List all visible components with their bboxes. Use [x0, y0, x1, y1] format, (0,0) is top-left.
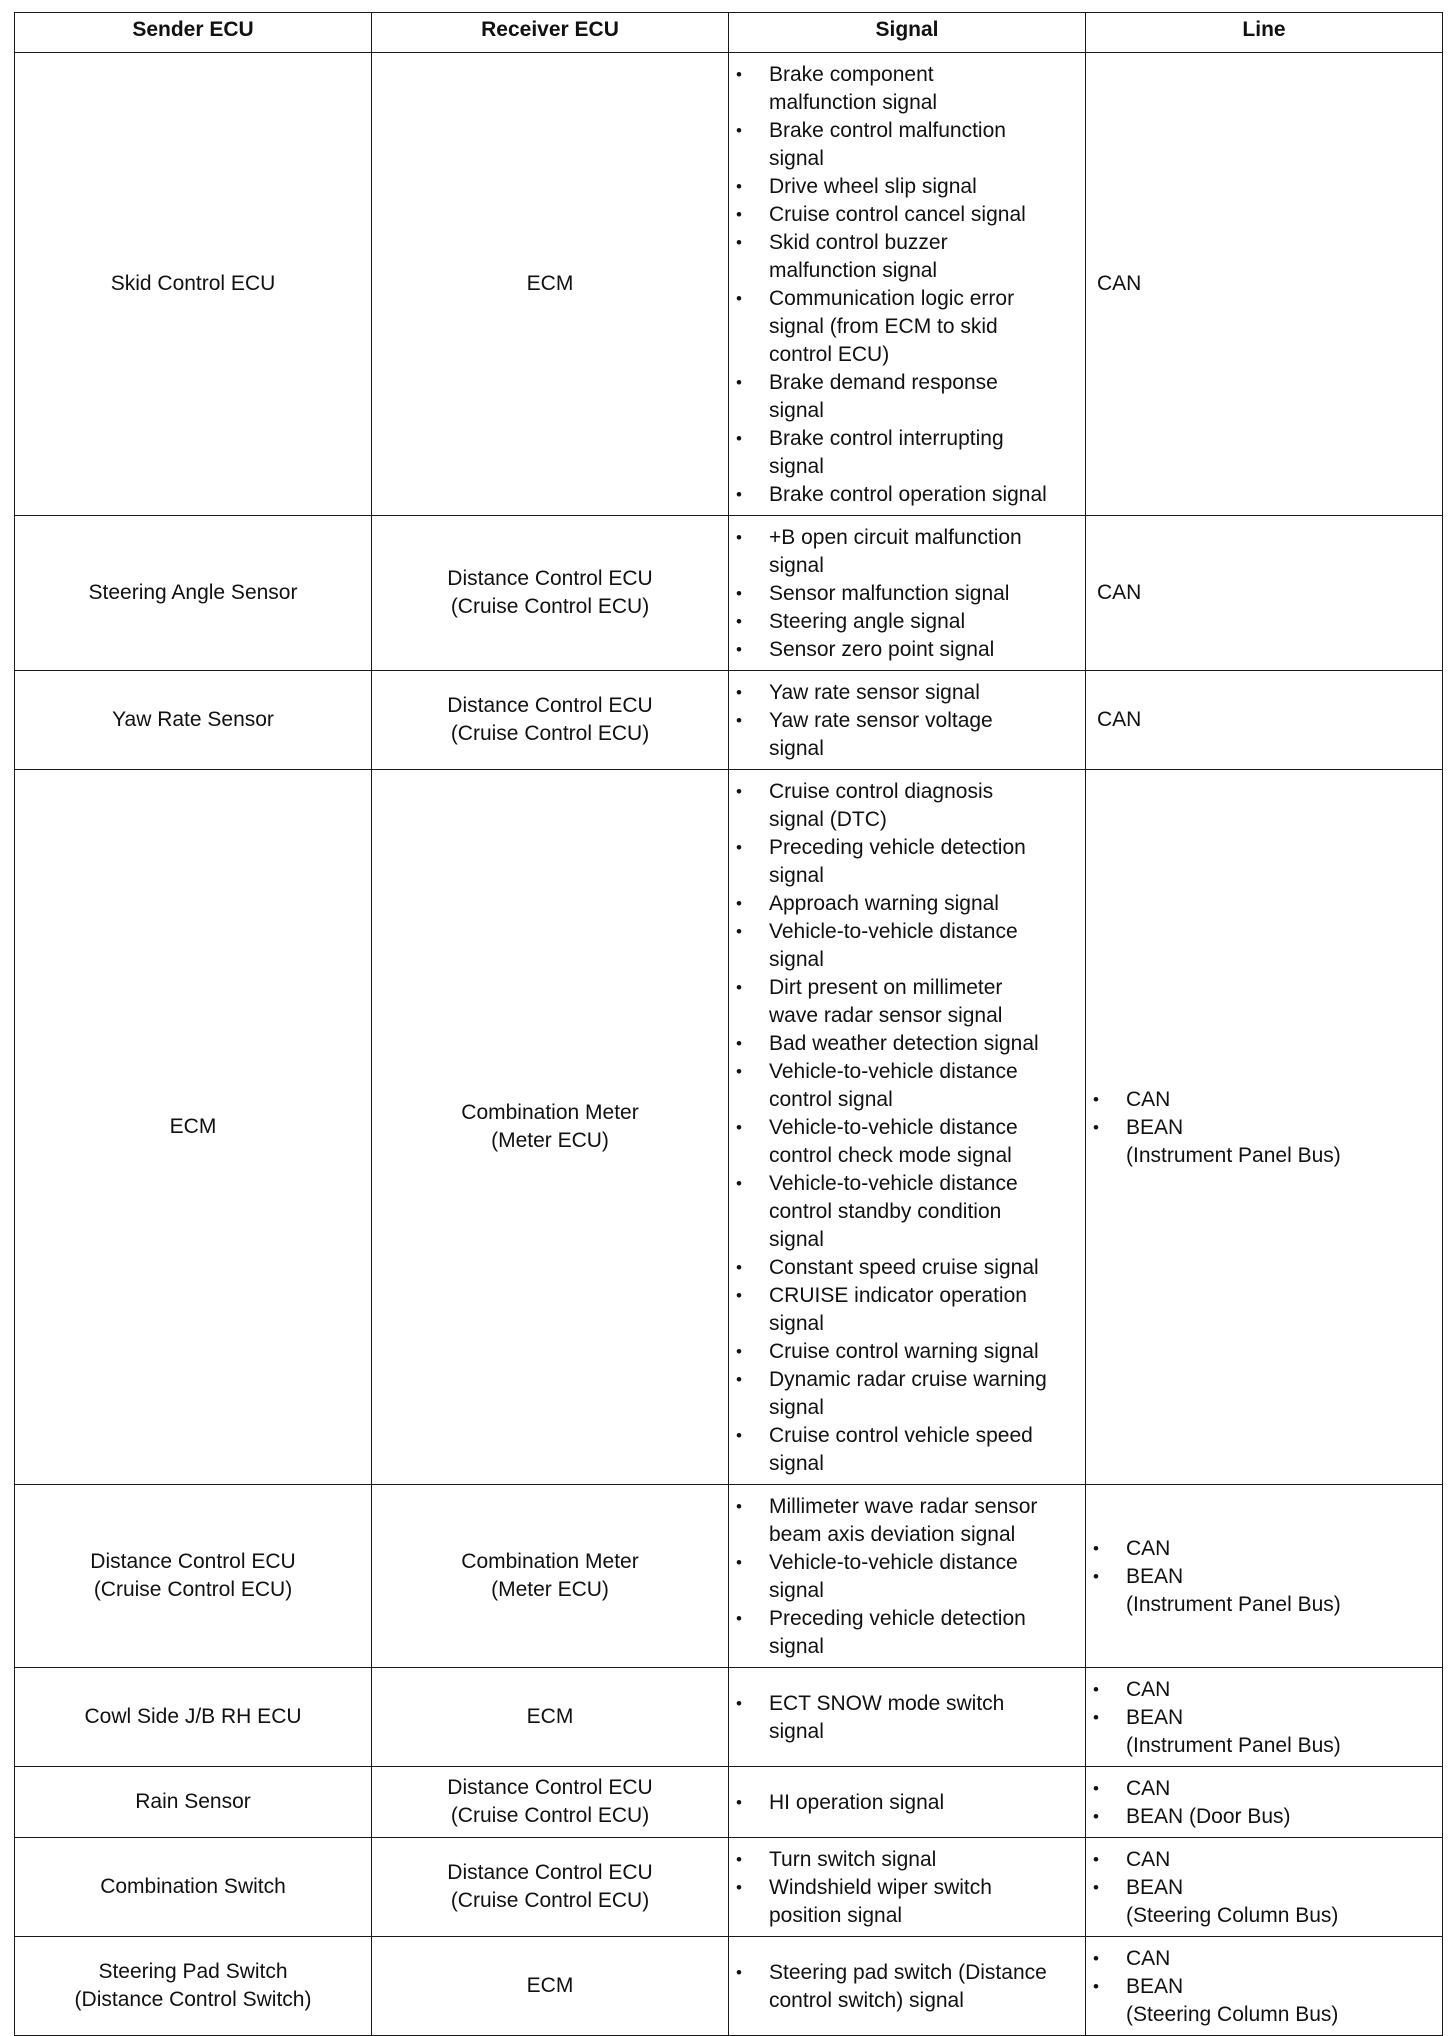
signal-text: signal [769, 1579, 824, 1602]
signal-text: beam axis deviation signal [769, 1523, 1016, 1546]
signal-text: • Brake component [769, 63, 934, 86]
line-text: (Steering Column Bus) [1126, 2003, 1339, 2026]
signal-text: • Brake control malfunction [769, 119, 1006, 142]
signal-item [769, 707, 1079, 763]
signal-item [769, 1114, 1079, 1170]
signal-text: malfunction signal [769, 91, 938, 114]
line-list [1086, 1937, 1442, 2035]
line-cell [1086, 1838, 1443, 1937]
line-item [1126, 1803, 1436, 1831]
signal-text: control ECU) [769, 343, 890, 366]
signal-text: • Yaw rate sensor signal [769, 681, 980, 704]
signal-item [769, 524, 1079, 580]
line-text: (Instrument Panel Bus) [1126, 1734, 1341, 1757]
signal-text: signal [769, 1396, 824, 1419]
header-line: Line [1086, 13, 1443, 48]
sender-ecu-cell [15, 770, 372, 1485]
sender-ecu-cell [15, 1767, 372, 1838]
signal-text: signal (DTC) [769, 808, 887, 831]
line-cell [1086, 671, 1443, 770]
receiver-ecu-cell [372, 1838, 729, 1937]
signal-item [769, 201, 1079, 229]
signal-text: control standby condition [769, 1200, 1002, 1223]
signal-item [769, 285, 1079, 369]
line-text: • CAN [1126, 1848, 1171, 1871]
table-row [15, 1937, 1443, 2036]
signal-text: signal [769, 737, 824, 760]
signal-item [769, 1254, 1079, 1282]
signal-item [769, 679, 1079, 707]
line-text: (Instrument Panel Bus) [1126, 1593, 1341, 1616]
line-list [1086, 1767, 1442, 1837]
line-text: CAN [1097, 272, 1142, 295]
signal-item [769, 1959, 1079, 2015]
receiver-ecu-text: ECM [526, 1974, 574, 1997]
signal-item [769, 1690, 1079, 1746]
line-item [1126, 1775, 1436, 1803]
line-item [1126, 1973, 1436, 2029]
signal-item [769, 918, 1079, 974]
line-text: • CAN [1126, 1088, 1171, 1111]
signal-item [769, 1549, 1079, 1605]
line-text: • BEAN [1126, 1116, 1184, 1139]
signal-text: • Constant speed cruise signal [769, 1256, 1039, 1279]
sender-ecu-text: Steering Pad Switch [98, 1960, 288, 1983]
receiver-ecu-cell [372, 770, 729, 1485]
signal-list [729, 770, 1085, 1484]
line-item [1126, 1676, 1436, 1704]
signal-text: • Brake control operation signal [769, 483, 1047, 506]
signal-item [769, 1493, 1079, 1549]
signal-list [729, 1485, 1085, 1667]
sender-ecu-cell [15, 516, 372, 671]
table-row [15, 1838, 1443, 1937]
line-item [1126, 1874, 1436, 1930]
sender-ecu-text: Cowl Side J/B RH ECU [84, 1705, 302, 1728]
signal-list [729, 1951, 1085, 2021]
signal-text: • Millimeter wave radar sensor [769, 1495, 1038, 1518]
sender-ecu-cell [15, 1838, 372, 1937]
line-text: • CAN [1126, 1947, 1171, 1970]
line-cell [1086, 1668, 1443, 1767]
receiver-ecu-text: Distance Control ECU [447, 1861, 653, 1884]
receiver-ecu-text: (Cruise Control ECU) [450, 722, 650, 745]
signal-text: malfunction signal [769, 259, 938, 282]
line-text: • BEAN (Door Bus) [1126, 1805, 1291, 1828]
signal-item [769, 1846, 1079, 1874]
table-row [15, 1767, 1443, 1838]
signal-text: signal [769, 554, 824, 577]
receiver-ecu-text: (Cruise Control ECU) [450, 1889, 650, 1912]
table-row [15, 770, 1443, 1485]
signal-text: • Preceding vehicle detection [769, 1607, 1026, 1630]
signal-list [729, 53, 1085, 515]
line-item [1126, 1704, 1436, 1760]
signal-item [769, 834, 1079, 890]
signal-cell [729, 1485, 1086, 1668]
signal-list [729, 1682, 1085, 1752]
signal-item [769, 1366, 1079, 1422]
line-cell [1086, 770, 1443, 1485]
signal-item [769, 117, 1079, 173]
signal-cell [729, 770, 1086, 1485]
signal-text: signal [769, 1720, 824, 1743]
receiver-ecu-text: Combination Meter [461, 1550, 639, 1573]
line-item [1126, 1535, 1436, 1563]
signal-text: • Cruise control vehicle speed [769, 1424, 1033, 1447]
signal-item [769, 890, 1079, 918]
signal-item [769, 1170, 1079, 1254]
line-text: (Instrument Panel Bus) [1126, 1144, 1341, 1167]
signal-list [729, 671, 1085, 769]
signal-item [769, 229, 1079, 285]
receiver-ecu-cell [372, 516, 729, 671]
signal-cell [729, 1767, 1086, 1838]
line-text: • BEAN [1126, 1876, 1184, 1899]
sender-ecu-text: Yaw Rate Sensor [112, 708, 274, 731]
signal-text: • CRUISE indicator operation [769, 1284, 1027, 1307]
ecu-signal-table-page [14, 12, 1442, 2036]
signal-text: • Cruise control cancel signal [769, 203, 1026, 226]
signal-text: • Vehicle-to-vehicle distance [769, 1551, 1018, 1574]
line-text: CAN [1097, 581, 1142, 604]
line-text: • BEAN [1126, 1706, 1184, 1729]
signal-text: control signal [769, 1088, 893, 1111]
line-cell [1086, 1767, 1443, 1838]
signal-text: • Sensor zero point signal [769, 638, 995, 661]
receiver-ecu-text: (Meter ECU) [491, 1129, 609, 1152]
line-text: • BEAN [1126, 1975, 1184, 1998]
signal-text: • Vehicle-to-vehicle distance [769, 1060, 1018, 1083]
signal-item [769, 425, 1079, 481]
table-row [15, 1668, 1443, 1767]
sender-ecu-cell [15, 671, 372, 770]
sender-ecu-cell [15, 1668, 372, 1767]
signal-item [769, 481, 1079, 509]
table-body [15, 53, 1443, 2036]
line-item [1126, 1945, 1436, 1973]
line-text: • CAN [1126, 1678, 1171, 1701]
line-cell [1086, 516, 1443, 671]
signal-text: control check mode signal [769, 1144, 1012, 1167]
signal-item [769, 1605, 1079, 1661]
line-text: • CAN [1126, 1537, 1171, 1560]
line-text: CAN [1097, 708, 1142, 731]
signal-text: • Dynamic radar cruise warning [769, 1368, 1047, 1391]
receiver-ecu-cell [372, 671, 729, 770]
signal-text: • Windshield wiper switch [769, 1876, 992, 1899]
signal-text: • Cruise control diagnosis [769, 780, 994, 803]
line-item [1126, 1846, 1436, 1874]
line-text: • CAN [1126, 1777, 1171, 1800]
signal-text: position signal [769, 1904, 903, 1927]
signal-text: • Sensor malfunction signal [769, 582, 1010, 605]
line-cell [1086, 53, 1443, 516]
signal-text: • HI operation signal [769, 1791, 945, 1814]
line-list [1086, 1668, 1442, 1766]
table-row [15, 671, 1443, 770]
signal-text: • Cruise control warning signal [769, 1340, 1039, 1363]
signal-item [769, 1058, 1079, 1114]
line-text: • BEAN [1126, 1565, 1184, 1588]
header-receiver-ecu: Receiver ECU [372, 13, 729, 48]
signal-text: signal [769, 399, 824, 422]
signal-text: signal [769, 147, 824, 170]
line-list [1086, 1527, 1442, 1625]
signal-text: signal [769, 455, 824, 478]
sender-ecu-cell [15, 1937, 372, 2036]
line-cell [1086, 1485, 1443, 1668]
receiver-ecu-text: ECM [526, 1705, 574, 1728]
sender-ecu-text: Skid Control ECU [110, 272, 276, 295]
signal-text: • Vehicle-to-vehicle distance [769, 920, 1018, 943]
signal-text: • Vehicle-to-vehicle distance [769, 1172, 1018, 1195]
receiver-ecu-text: Distance Control ECU [447, 694, 653, 717]
signal-text: signal [769, 864, 824, 887]
signal-list [729, 516, 1085, 670]
line-text: (Steering Column Bus) [1126, 1904, 1339, 1927]
table-row [15, 53, 1443, 516]
sender-ecu-text: (Cruise Control ECU) [93, 1578, 293, 1601]
signal-cell [729, 1838, 1086, 1937]
receiver-ecu-cell [372, 1485, 729, 1668]
receiver-ecu-cell [372, 1767, 729, 1838]
signal-cell [729, 1668, 1086, 1767]
signal-item [769, 1030, 1079, 1058]
signal-item [769, 61, 1079, 117]
receiver-ecu-text: (Meter ECU) [491, 1578, 609, 1601]
signal-item [769, 974, 1079, 1030]
ecu-signal-table [14, 12, 1443, 2036]
receiver-ecu-text: (Cruise Control ECU) [450, 595, 650, 618]
signal-item [769, 608, 1079, 636]
signal-text: signal [769, 948, 824, 971]
signal-text: • Turn switch signal [769, 1848, 937, 1871]
signal-item [769, 173, 1079, 201]
signal-text: • +B open circuit malfunction [769, 526, 1022, 549]
line-list [1086, 1838, 1442, 1936]
receiver-ecu-text: (Cruise Control ECU) [450, 1804, 650, 1827]
signal-item [769, 1789, 1079, 1817]
sender-ecu-text: Distance Control ECU [90, 1550, 296, 1573]
signal-text: • Brake demand response [769, 371, 998, 394]
receiver-ecu-cell [372, 53, 729, 516]
line-list [1086, 1078, 1442, 1176]
sender-ecu-text: (Distance Control Switch) [74, 1988, 312, 2011]
sender-ecu-text: Rain Sensor [135, 1790, 251, 1813]
receiver-ecu-cell [372, 1937, 729, 2036]
sender-ecu-text: Combination Switch [100, 1875, 286, 1898]
receiver-ecu-cell [372, 1668, 729, 1767]
signal-text: • ECT SNOW mode switch [769, 1692, 1005, 1715]
table-row [15, 516, 1443, 671]
signal-item [769, 778, 1079, 834]
signal-text: signal [769, 1312, 824, 1335]
header-sender-ecu: Sender ECU [15, 13, 372, 48]
sender-ecu-cell [15, 53, 372, 516]
receiver-ecu-text: ECM [526, 272, 574, 295]
signal-item [769, 1282, 1079, 1338]
signal-cell [729, 53, 1086, 516]
signal-cell [729, 671, 1086, 770]
receiver-ecu-text: Distance Control ECU [447, 1776, 653, 1799]
signal-text: • Brake control interrupting [769, 427, 1004, 450]
signal-text: • Steering angle signal [769, 610, 966, 633]
signal-item [769, 1338, 1079, 1366]
signal-text: signal [769, 1228, 824, 1251]
signal-text: • Communication logic error [769, 287, 1015, 310]
signal-text: • Preceding vehicle detection [769, 836, 1026, 859]
signal-text: • Skid control buzzer [769, 231, 948, 254]
signal-text: • Steering pad switch (Distance [769, 1961, 1047, 1984]
signal-text: signal [769, 1635, 824, 1658]
signal-text: control switch) signal [769, 1989, 964, 2012]
header-signal: Signal [729, 13, 1086, 48]
signal-text: • Dirt present on millimeter [769, 976, 1003, 999]
signal-item [769, 1422, 1079, 1478]
sender-ecu-cell [15, 1485, 372, 1668]
signal-text: signal (from ECM to skid [769, 315, 998, 338]
signal-cell [729, 516, 1086, 671]
signal-text: • Yaw rate sensor voltage [769, 709, 993, 732]
sender-ecu-text: ECM [169, 1115, 217, 1138]
sender-ecu-text: Steering Angle Sensor [88, 581, 298, 604]
line-item [1126, 1563, 1436, 1619]
line-item [1126, 1086, 1436, 1114]
signal-text: signal [769, 1452, 824, 1475]
signal-list [729, 1781, 1085, 1823]
table-row [15, 1485, 1443, 1668]
receiver-ecu-text: Combination Meter [461, 1101, 639, 1124]
receiver-ecu-text: Distance Control ECU [447, 567, 653, 590]
signal-text: • Vehicle-to-vehicle distance [769, 1116, 1018, 1139]
signal-cell [729, 1937, 1086, 2036]
signal-text: • Approach warning signal [769, 892, 999, 915]
line-item [1126, 1114, 1436, 1170]
signal-list [729, 1838, 1085, 1936]
signal-text: • Bad weather detection signal [769, 1032, 1039, 1055]
signal-item [769, 1874, 1079, 1930]
signal-text: • Drive wheel slip signal [769, 175, 977, 198]
signal-text: wave radar sensor signal [769, 1004, 1003, 1027]
signal-item [769, 636, 1079, 664]
signal-item [769, 580, 1079, 608]
line-cell [1086, 1937, 1443, 2036]
signal-item [769, 369, 1079, 425]
